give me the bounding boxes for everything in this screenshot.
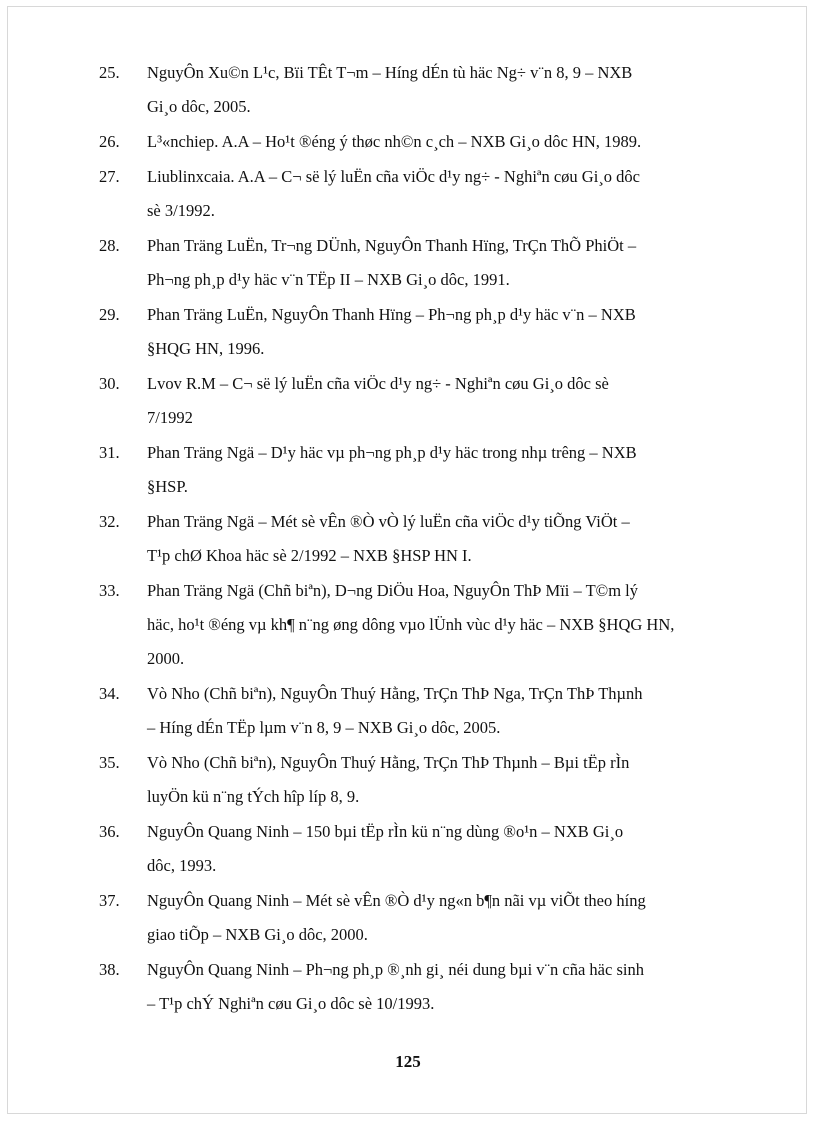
reference-number: 29. <box>99 305 120 324</box>
reference-text: NguyÔn Quang Ninh – 150 bµi tËp rÌn kü n¨ng dùng ®o¹n – NXB Gi¸o <box>147 822 624 841</box>
reference-item <box>99 125 756 159</box>
reference-text: Phan Träng Ngä (Chñ biªn), D¬ng DiÖu Hoa, NguyÔn ThÞ Mïi – T©m lý <box>147 581 639 600</box>
reference-text-continued: 7/1992 <box>147 408 193 427</box>
reference-number: 26. <box>99 132 120 151</box>
reference-text-continued: sè 3/1992. <box>147 201 215 220</box>
reference-number: 38. <box>99 960 120 979</box>
reference-item <box>99 229 756 297</box>
reference-text: Vò Nho (Chñ biªn), NguyÔn Thuý Hằng, TrÇn ThÞ Thµnh – Bµi tËp rÌn <box>147 753 630 772</box>
reference-text: Lvov R.M – C¬ së lý luËn cña viÖc d¹y ng÷ - Nghiªn cøu Gi¸o dôc sè <box>147 374 609 393</box>
reference-text-continued: §HQG HN, 1996. <box>147 339 265 358</box>
reference-text-continued: giao tiÕp – NXB Gi¸o dôc, 2000. <box>147 925 368 944</box>
reference-text-continued: dôc, 1993. <box>147 856 217 875</box>
reference-item <box>99 574 756 676</box>
reference-text-continued: luyÖn kü n¨ng tÝch hîp líp 8, 9. <box>147 787 360 806</box>
reference-text: Liublinxcaia. A.A – C¬ së lý luËn cña viÖc d¹y ng÷ - Nghiªn cøu Gi¸o dôc <box>147 167 640 186</box>
reference-text: Phan Träng LuËn, NguyÔn Thanh Hïng – Ph¬ng ph¸p d¹y häc v¨n – NXB <box>147 305 636 324</box>
reference-number: 34. <box>99 684 120 703</box>
reference-item <box>99 160 756 228</box>
reference-item <box>99 367 756 435</box>
reference-number: 31. <box>99 443 120 462</box>
page-number: 125 <box>395 1052 421 1071</box>
reference-text-continued: Gi¸o dôc, 2005. <box>147 97 251 116</box>
reference-number: 33. <box>99 581 120 600</box>
reference-text: L³«nchiep. A.A – Ho¹t ®éng ý thøc nh©n c¸ch – NXB Gi¸o dôc HN, 1989. <box>147 132 642 151</box>
reference-text-continued: Ph¬ng ph¸p d¹y häc v¨n TËp II – NXB Gi¸o dôc, 1991. <box>147 270 510 289</box>
reference-text-continued: häc, ho¹t ®éng vµ kh¶ n¨ng øng dông vµo lÜnh vùc d¹y häc – NXB §HQG HN, <box>147 615 675 634</box>
reference-text: Phan Träng Ngä – D¹y häc vµ ph¬ng ph¸p d¹y häc trong nhµ trêng – NXB <box>147 443 637 462</box>
reference-item <box>99 884 756 952</box>
reference-number: 35. <box>99 753 120 772</box>
reference-text-continued: T¹p chØ Khoa häc sè 2/1992 – NXB §HSP HN I. <box>147 546 472 565</box>
reference-item <box>99 746 756 814</box>
reference-item <box>99 436 756 504</box>
reference-item <box>99 953 756 1021</box>
reference-number: 36. <box>99 822 120 841</box>
reference-text-continued: §HSP. <box>147 477 188 496</box>
reference-list <box>99 56 756 1022</box>
reference-text-continued: – T¹p chÝ Nghiªn cøu Gi¸o dôc sè 10/1993. <box>147 994 435 1013</box>
reference-number: 32. <box>99 512 120 531</box>
reference-text: Phan Träng LuËn, Tr¬ng DÜnh, NguyÔn Thanh Hïng, TrÇn ThÕ PhiÖt – <box>147 236 637 255</box>
reference-text-continued: – Híng dÉn TËp lµm v¨n 8, 9 – NXB Gi¸o dôc, 2005. <box>147 718 501 737</box>
reference-number: 25. <box>99 63 120 82</box>
reference-number: 27. <box>99 167 120 186</box>
reference-number: 28. <box>99 236 120 255</box>
reference-number: 37. <box>99 891 120 910</box>
reference-text: Vò Nho (Chñ biªn), NguyÔn Thuý Hằng, TrÇn ThÞ Nga, TrÇn ThÞ Thµnh <box>147 684 643 703</box>
reference-item <box>99 505 756 573</box>
reference-text: NguyÔn Quang Ninh – Mét sè vÊn ®Ò d¹y ng«n b¶n nãi vµ viÕt theo híng <box>147 891 646 910</box>
reference-item <box>99 298 756 366</box>
reference-text: Phan Träng Ngä – Mét sè vÊn ®Ò vÒ lý luËn cña viÖc d¹y tiÕng ViÖt – <box>147 512 630 531</box>
reference-text-continued: 2000. <box>147 649 185 668</box>
reference-item <box>99 677 756 745</box>
reference-text: NguyÔn Quang Ninh – Ph¬ng ph¸p ®¸nh gi¸ néi dung bµi v¨n cña häc sinh <box>147 960 644 979</box>
reference-item <box>99 56 756 124</box>
reference-number: 30. <box>99 374 120 393</box>
reference-text: NguyÔn Xu©n L¹c, Bïi TÊt T¬m – Híng dÉn tù häc Ng÷ v¨n 8, 9 – NXB <box>147 63 633 82</box>
reference-item <box>99 815 756 883</box>
